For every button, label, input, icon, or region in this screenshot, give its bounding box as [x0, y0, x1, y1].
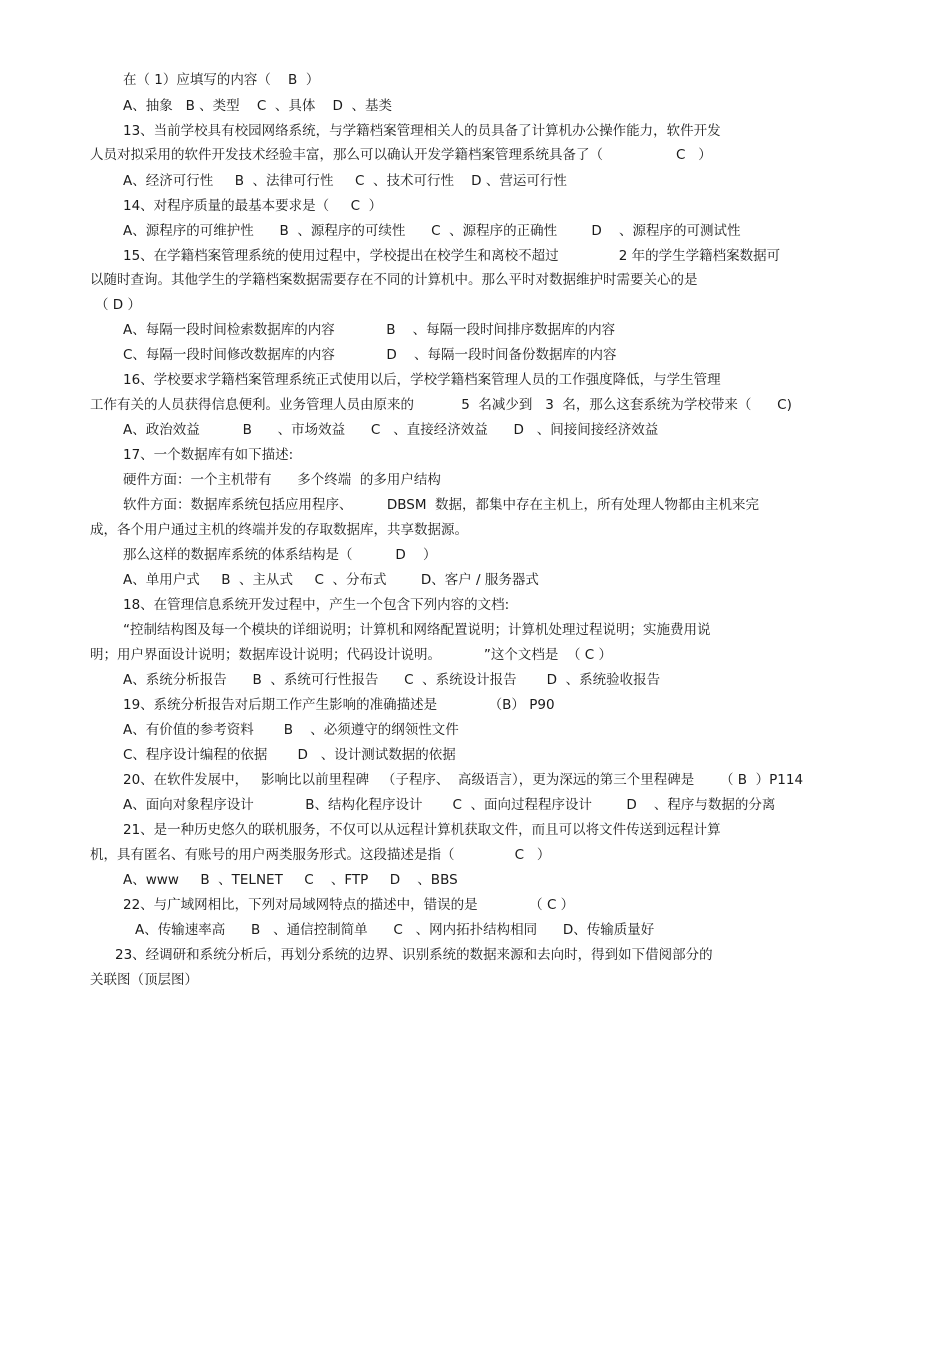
- text-line: （ D ）: [95, 297, 141, 313]
- text-line: 16、学校要求学籍档案管理系统正式使用以后，学校学籍档案管理人员的工作强度降低，与学生管理: [123, 372, 721, 388]
- text-line: A、政治效益 B 、市场效益 C 、直接经济效益 D 、间接间接经济效益: [123, 422, 659, 438]
- text-line: 22、与广域网相比，下列对局域网特点的描述中，错误的是 （ C ）: [123, 897, 575, 913]
- text-line: 关联图（顶层图）: [90, 972, 198, 988]
- text-line: 硬件方面：一个主机带有 多个终端 的多用户结构: [123, 472, 441, 488]
- text-line: A、www B 、TELNET C 、FTP D 、BBS: [123, 872, 458, 888]
- text-line: 在（ 1）应填写的内容（ B ）: [123, 72, 320, 88]
- text-line: C、每隔一段时间修改数据库的内容 D 、每隔一段时间备份数据库的内容: [123, 347, 617, 363]
- text-line: A、抽象 B 、类型 C 、具体 D 、基类: [123, 98, 392, 114]
- text-line: 14、对程序质量的最基本要求是（ C ）: [123, 198, 383, 214]
- text-line: 13、当前学校具有校园网络系统，与学籍档案管理相关人的员具备了计算机办公操作能力，软件开发: [123, 123, 721, 139]
- text-line: 成，各个用户通过主机的终端并发的存取数据库，共享数据源。: [90, 522, 468, 538]
- text-line: 23、经调研和系统分析后，再划分系统的边界、识别系统的数据来源和去向时，得到如下借阅部分的: [115, 947, 713, 963]
- text-line: A、每隔一段时间检索数据库的内容 B 、每隔一段时间排序数据库的内容: [123, 322, 616, 338]
- text-line: A、经济可行性 B 、法律可行性 C 、技术可行性 D 、营运可行性: [123, 173, 567, 189]
- text-line: 那么这样的数据库系统的体系结构是（ D ）: [123, 547, 437, 563]
- text-line: 机，具有匿名、有账号的用户两类服务形式。这段描述是指（ C ）: [90, 847, 551, 863]
- text-line: A、有价值的参考资料 B 、必须遵守的纲领性文件: [123, 722, 459, 738]
- text-line: 20、在软件发展中， 影响比以前里程碑 （子程序、 高级语言），更为深远的第三个里程碑是 （ B ）P114: [123, 772, 804, 788]
- text-line: A、单用户式 B 、主从式 C 、分布式 D、客户 / 服务器式: [123, 572, 539, 588]
- text-line: A、传输速率高 B 、通信控制简单 C 、网内拓扑结构相同 D、传输质量好: [135, 922, 655, 938]
- text-line: 明；用户界面设计说明；数据库设计说明；代码设计说明。 ”这个文档是 （ C ）: [90, 647, 612, 663]
- text-line: 以随时查询。其他学生的学籍档案数据需要存在不同的计算机中。那么平时对数据维护时需要关心的是: [90, 272, 698, 288]
- text-line: C、程序设计编程的依据 D 、设计测试数据的依据: [123, 747, 456, 763]
- text-line: 18、在管理信息系统开发过程中，产生一个包含下列内容的文档:: [123, 597, 510, 613]
- text-line: 21、是一种历史悠久的联机服务，不仅可以从远程计算机获取文件，而且可以将文件传送到远程计算: [123, 822, 721, 838]
- text-line: A、源程序的可维护性 B 、源程序的可续性 C 、源程序的正确性 D 、源程序的可测试性: [123, 223, 741, 239]
- text-line: 人员对拟采用的软件开发技术经验丰富，那么可以确认开发学籍档案管理系统具备了（ C ）: [90, 147, 712, 163]
- text-line: 19、系统分析报告对后期工作产生影响的准确描述是 （B） P90: [123, 697, 555, 713]
- text-line: 工作有关的人员获得信息便利。业务管理人员由原来的 5 名减少到 3 名，那么这套系统为学校带来（ C): [90, 397, 792, 413]
- text-line: 15、在学籍档案管理系统的使用过程中，学校提出在校学生和离校不超过 2 年的学生学籍档案数据可: [123, 248, 781, 264]
- text-line: 17、一个数据库有如下描述:: [123, 447, 294, 463]
- text-line: A、面向对象程序设计 B、结构化程序设计 C 、面向过程程序设计 D 、程序与数据的分离: [123, 797, 776, 813]
- text-line: “控制结构图及每一个模块的详细说明；计算机和网络配置说明；计算机处理过程说明；实施费用说: [123, 622, 711, 638]
- text-line: 软件方面：数据库系统包括应用程序、 DBSM 数据，都集中存在主机上，所有处理人物都由主机来完: [123, 497, 760, 513]
- text-line: A、系统分析报告 B 、系统可行性报告 C 、系统设计报告 D 、系统验收报告: [123, 672, 661, 688]
